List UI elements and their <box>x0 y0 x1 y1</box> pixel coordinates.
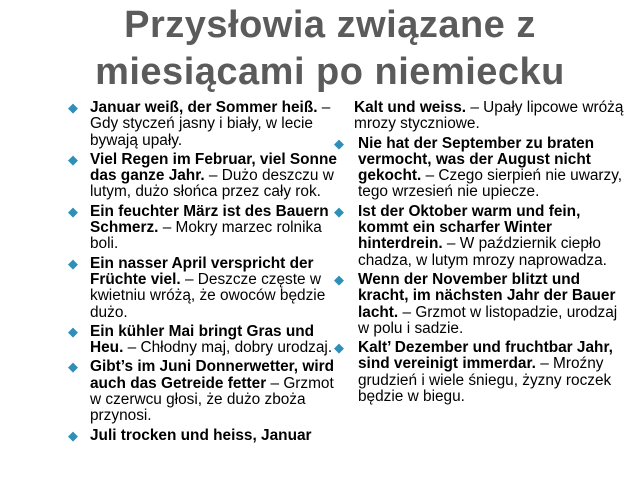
proverb-german: Ein feuchter März ist des Bauern Schmerz. <box>90 202 329 237</box>
bullet-icon: ◆ <box>334 271 344 287</box>
bullet-icon: ◆ <box>68 427 78 443</box>
slide-title <box>60 2 600 96</box>
proverb-polish: – Mroźny grudzień i wiele śniegu, żyzny roczek będzie w biegu. <box>358 355 612 406</box>
proverb-polish: – W październik ciepło chadza, w lutym mrozy naprowadza. <box>358 235 607 269</box>
proverb-german: Ein kühler Mai bringt Gras und Heu. <box>90 322 315 357</box>
proverb-polish: – Czego sierpień nie uwarzy, tego wrzesień nie upiecze. <box>358 167 623 201</box>
bullet-icon: ◆ <box>334 135 344 151</box>
bullet-icon: ◆ <box>68 255 78 271</box>
proverb-german: Kalt’ Dezember und fruchtbar Jahr, sind vereinigt immerdar. <box>358 339 613 373</box>
bullet-icon: ◆ <box>334 340 344 356</box>
proverb-polish: – Gdy styczeń jasny i biały, w lecie bywają upały. <box>90 99 331 149</box>
proverb-german: Kalt und weiss. <box>354 99 467 116</box>
bullet-icon: ◆ <box>68 323 78 339</box>
proverb-october <box>334 202 632 269</box>
proverb-german: Wenn der November blitzt und kracht, im nächsten Jahr der Bauer lacht. <box>358 270 616 321</box>
bullet-icon: ◆ <box>68 151 78 167</box>
proverb-german: Juli trocken und heiss, Januar <box>90 426 312 444</box>
title-line-1: Przysłowia związane z <box>124 4 536 46</box>
proverb-september <box>334 134 632 201</box>
proverb-may <box>68 322 340 357</box>
right-column <box>334 99 632 408</box>
proverb-polish: – Chłodny maj, dobry urodzaj. <box>123 339 333 357</box>
proverb-december <box>334 339 632 406</box>
proverb-february <box>68 150 340 201</box>
proverb-german: Ein nasser April verspricht der Früchte viel. <box>90 254 314 288</box>
proverb-polish: – Dużo deszczu w lutym, dużo słońca przez cały rok. <box>90 167 334 201</box>
proverb-polish: – Grzmot w czerwcu głosi, że dużo zboża przynosi. <box>90 374 334 425</box>
proverb-polish: – Deszcze częste w kwietniu wróżą, że owoców będzie dużo. <box>90 270 326 321</box>
bullet-icon: ◆ <box>68 203 78 219</box>
bullet-icon: ◆ <box>68 100 78 115</box>
proverb-polish: – Grzmot w listopadzie, urodzaj w polu i sadzie. <box>358 303 618 337</box>
bullet-icon: ◆ <box>334 203 344 219</box>
proverb-german: Viel Regen im Februar, viel Sonne das ganze Jahr. <box>90 150 337 185</box>
proverb-march <box>68 202 340 253</box>
proverb-polish: – Upały lipcowe wróżą mrozy styczniowe. <box>354 99 624 133</box>
left-column <box>68 99 340 447</box>
proverb-april <box>68 254 340 321</box>
proverb-german: Januar weiß, der Sommer heiß. <box>90 99 318 116</box>
proverb-polish: – Mokry marzec rolnika boli. <box>90 219 322 253</box>
proverb-november <box>334 270 632 337</box>
proverb-german: Nie hat der September zu braten vermocht, was der August nicht gekocht. <box>358 134 595 185</box>
bullet-icon: ◆ <box>68 359 78 375</box>
title-line-2: miesiącami po niemiecku <box>95 51 565 93</box>
proverb-january <box>68 99 340 149</box>
proverb-german: Gibt’s im Juni Donnerwetter, wird auch das Getreide fetter <box>90 358 335 392</box>
proverb-june <box>68 358 340 425</box>
proverb-july-continued <box>340 100 632 133</box>
proverb-july <box>68 426 340 444</box>
proverb-german: Ist der Oktober warm und fein, kommt ein scharfer Winter hinterdrein. <box>358 202 581 253</box>
